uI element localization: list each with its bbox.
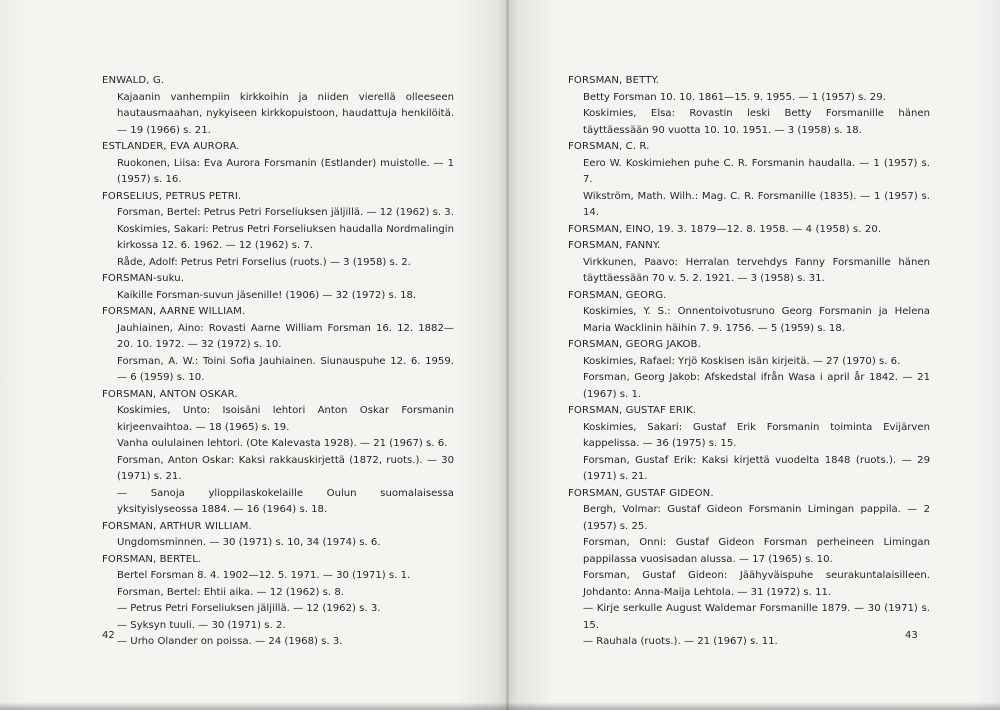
entry-reference: Kaikille Forsman-suvun jäsenille! (1906) — 32 (1972) s. 18. [117,289,417,301]
index-entry [102,73,454,139]
entry-heading: ENWALD, G. [102,75,165,86]
entry-heading: FORSMAN, BETTY. [568,75,660,86]
index-entry [102,304,454,387]
entry-reference: Forsman, Bertel: Ehtii aika. — 12 (1962) s. 8. [117,586,344,598]
entry-reference: Forsman, Onni: Gustaf Gideon Forsman perheineen Limingan pappilassa vuosisadan alussa. — 17 (1965) s. 10. [583,537,930,565]
entry-reference: Ungdomsminnen. — 30 (1971) s. 10, 34 (1974) s. 6. [117,537,381,548]
left-page-number: 42 [102,630,115,641]
entry-reference: Koskimies, Unto: Isoisäni lehtori Anton Oskar Forsmanin kirjeenvaihtoa. — 18 (1965) s. 19. [117,405,454,433]
entry-reference: — Syksyn tuuli. — 30 (1971) s. 2. [117,619,286,631]
entry-reference: Koskimies, Sakari: Petrus Petri Forseliuksen haudalla Nordmalingin kirkossa 12. 6. 1962. — 12 (1962) s. 7. [117,223,454,251]
index-entry [568,222,930,239]
entry-heading: FORSMAN-suku. [102,273,185,284]
page-bottom-edge [0,702,1000,710]
book-gutter [506,0,509,710]
index-entry [102,139,454,189]
entry-reference: Forsman, Gustaf Erik: Kaksi kirjettä vuodelta 1848 (ruots.). — 29 (1971) s. 21. [583,454,930,482]
left-index-column [102,73,454,651]
entry-reference: Eero W. Koskimiehen puhe C. R. Forsmanin haudalla. — 1 (1957) s. 7. [583,157,930,185]
right-page-number: 43 [905,630,918,641]
entry-reference: Vanha oululainen lehtori. (Ote Kalevasta 1928). — 21 (1967) s. 6. [117,438,448,449]
entry-heading: FORSMAN, GUSTAF ERIK. [568,405,696,416]
entry-heading: FORSMAN, ARTHUR WILLIAM. [102,520,252,532]
right-page [508,0,1000,710]
entry-heading: FORSMAN, AARNE WILLIAM. [102,306,246,317]
entry-reference: — Sanoja ylioppilaskokelaille Oulun suomalaisessa yksityislyseossa 1884. — 16 (1964) s. 18. [117,487,454,515]
entry-reference: Råde, Adolf: Petrus Petri Forselius (ruots.) — 3 (1958) s. 2. [117,256,411,268]
right-index-column [568,73,930,651]
index-entry [102,552,454,651]
entry-heading: FORSMAN, GEORG JAKOB. [568,339,701,350]
index-entry [568,73,930,139]
index-entry [568,139,930,222]
entry-reference: Forsman, Bertel: Petrus Petri Forseliuksen jäljillä. — 12 (1962) s. 3. [117,207,454,218]
index-entry [102,189,454,272]
index-entry [102,387,454,519]
entry-reference: — Kirje serkulle August Waldemar Forsmanille 1879. — 30 (1971) s. 15. [583,603,930,631]
entry-reference: — Petrus Petri Forseliuksen jäljillä. — 12 (1962) s. 3. [117,603,381,614]
entry-reference: Ruokonen, Liisa: Eva Aurora Forsmanin (Estlander) muistolle. — 1 (1957) s. 16. [117,157,454,185]
entry-reference: Kajaanin vanhempiin kirkkoihin ja niiden vierellä olleeseen hautausmaahan, nykyiseen kirkkopuistoon, haudattuja henkilöitä. — 19 (1966) s. 21. [117,91,454,136]
entry-heading: FORSMAN, ANTON OSKAR. [102,388,238,400]
entry-heading: FORSMAN, BERTEL. [102,553,202,565]
entry-reference: Koskimies, Sakari: Gustaf Erik Forsmanin toiminta Evijärven kappelissa. — 36 (1975) s. 15. [583,421,930,449]
index-entry [568,486,930,651]
entry-reference: Wikström, Math. Wilh.: Mag. C. R. Forsmanille (1835). — 1 (1957) s. 14. [583,190,930,218]
entry-reference: Forsman, Gustaf Gideon: Jäähyväispuhe seurakuntalaisilleen. Johdanto: Anna-Maija Lehtola. — 31 (1972) s. 11. [583,570,930,598]
entry-heading: FORSMAN, C. R. [568,141,650,152]
index-entry [568,337,930,403]
entry-reference: Virkkunen, Paavo: Herralan tervehdys Fanny Forsmanille hänen täyttäessään 70 v. 5. 2. 1921. — 3 (1958) s. 31. [583,256,930,284]
entry-reference: Jauhiainen, Aino: Rovasti Aarne William Forsman 16. 12. 1882—20. 10. 1972. — 32 (1972) s. 10. [117,322,454,350]
entry-heading: FORSMAN, EINO, 19. 3. 1879—12. 8. 1958. — 4 (1958) s. 20. [568,223,882,235]
entry-reference: — Rauhala (ruots.). — 21 (1967) s. 11. [583,636,778,647]
entry-reference: — Urho Olander on poissa. — 24 (1968) s. 3. [117,636,343,647]
entry-reference: Betty Forsman 10. 10. 1861—15. 9. 1955. — 1 (1957) s. 29. [583,91,886,103]
entry-heading: FORSMAN, GEORG. [568,289,667,301]
index-entry [568,403,930,486]
entry-reference: Koskimies, Y. S.: Onnentoivotusruno Georg Forsmanin ja Helena Maria Wacklinin häihin 7. 9. 1756. — 5 (1959) s. 18. [583,306,930,334]
index-entry [568,288,930,338]
index-entry [102,519,454,552]
entry-reference: Bertel Forsman 8. 4. 1902—12. 5. 1971. — 30 (1971) s. 1. [117,570,411,581]
index-entry [102,271,454,304]
entry-heading: FORSMAN, GUSTAF GIDEON. [568,487,714,499]
entry-reference: Koskimies, Rafael: Yrjö Koskisen isän kirjeitä. — 27 (1970) s. 6. [583,355,901,367]
entry-reference: Forsman, Georg Jakob: Afskedstal ifrån Wasa i april år 1842. — 21 (1967) s. 1. [583,372,930,400]
entry-reference: Bergh, Volmar: Gustaf Gideon Forsmanin Limingan pappila. — 2 (1957) s. 25. [583,504,930,532]
index-entry [568,238,930,288]
entry-reference: Forsman, Anton Oskar: Kaksi rakkauskirjettä (1872, ruots.). — 30 (1971) s. 21. [117,454,454,482]
entry-reference: Forsman, A. W.: Toini Sofia Jauhiainen. Siunauspuhe 12. 6. 1959. — 6 (1959) s. 10. [117,355,454,383]
entry-heading: FORSMAN, FANNY. [568,240,661,251]
entry-heading: ESTLANDER, EVA AURORA. [102,141,240,152]
entry-reference: Koskimies, Elsa: Rovastin leski Betty Forsmanille hänen täyttäessään 90 vuotta 10. 10. 1951. — 3 (1958) s. 18. [583,108,930,136]
entry-heading: FORSELIUS, PETRUS PETRI. [102,190,242,202]
